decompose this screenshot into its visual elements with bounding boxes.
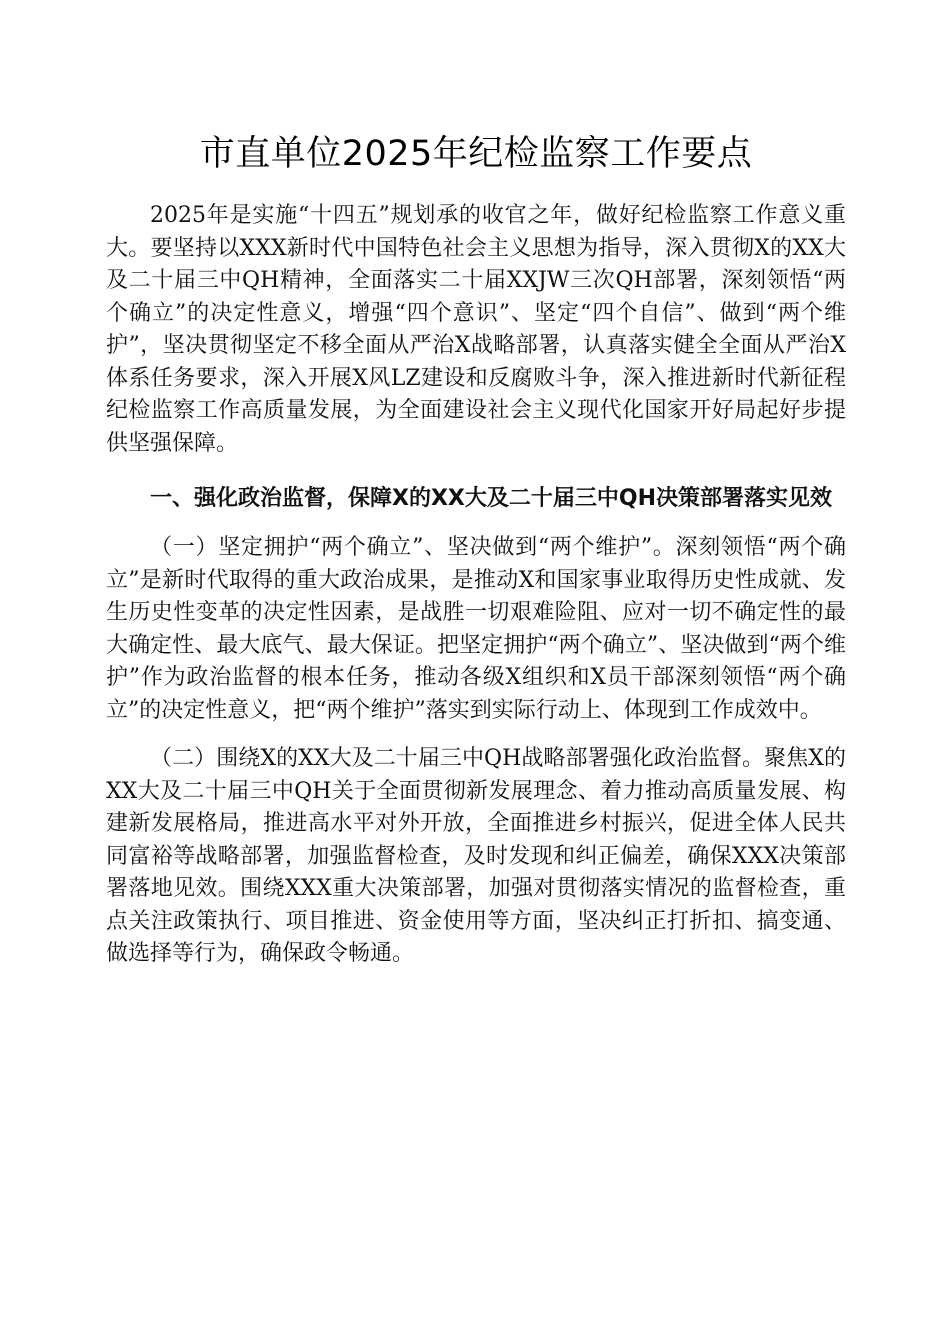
intro-paragraph: 2025年是实施“十四五”规划承的收官之年，做好纪检监察工作意义重大。要坚持以XXX新时代中国特色社会主义思想为指导，深入贯彻X的XX大及二十届三中QH精神，全面落实二十届XXJW三次QH部署，深刻领悟“两个确立”的决定性意义，增强“四个意识”、坚定“四个自信”、做到“两个维护”，坚决贯彻坚定不移全面从严治X战略部署，认真落实健全全面从严治X体系任务要求，深入开展X风LZ建设和反腐败斗争，深入推进新时代新征程纪检监察工作高质量发展，为全面建设社会主义现代化国家开好局起好步提供坚强保障。: [106, 203, 846, 456]
document-title: 市直单位2025年纪检监察工作要点: [199, 134, 753, 174]
section-paragraph: （一）坚定拥护“两个确立”、坚决做到“两个维护”。深刻领悟“两个确立”是新时代取得的重大政治成果，是推动X和国家事业取得历史性成就、发生历史性变革的决定性因素，是战胜一切艰难险阻、应对一切不确定性的最大确定性、最大底气、最大保证。把坚定拥护“两个确立”、坚决做到“两个维护”作为政治监督的根本任务，推动各级X组织和X员干部深刻领悟“两个确立”的决定性意义，把“两个维护”落实到实际行动上、体现到工作成效中。: [106, 535, 846, 723]
section-heading: 一、强化政治监督，保障X的XX大及二十届三中QH决策部署落实见效: [150, 486, 833, 511]
section-paragraph: （二）围绕X的XX大及二十届三中QH战略部署强化政治监督。聚焦X的XX大及二十届三中QH关于全面贯彻新发展理念、着力推动高质量发展、构建新发展格局，推进高水平对外开放，全面推进乡村振兴，促进全体人民共同富裕等战略部署，加强监督检查，及时发现和纠正偏差，确保XXX决策部署落地见效。围绕XXX重大决策部署，加强对贯彻落实情况的监督检查，重点关注政策执行、项目推进、资金使用等方面，坚决纠正打折扣、搞变通、做选择等行为，确保政令畅通。: [106, 746, 846, 966]
